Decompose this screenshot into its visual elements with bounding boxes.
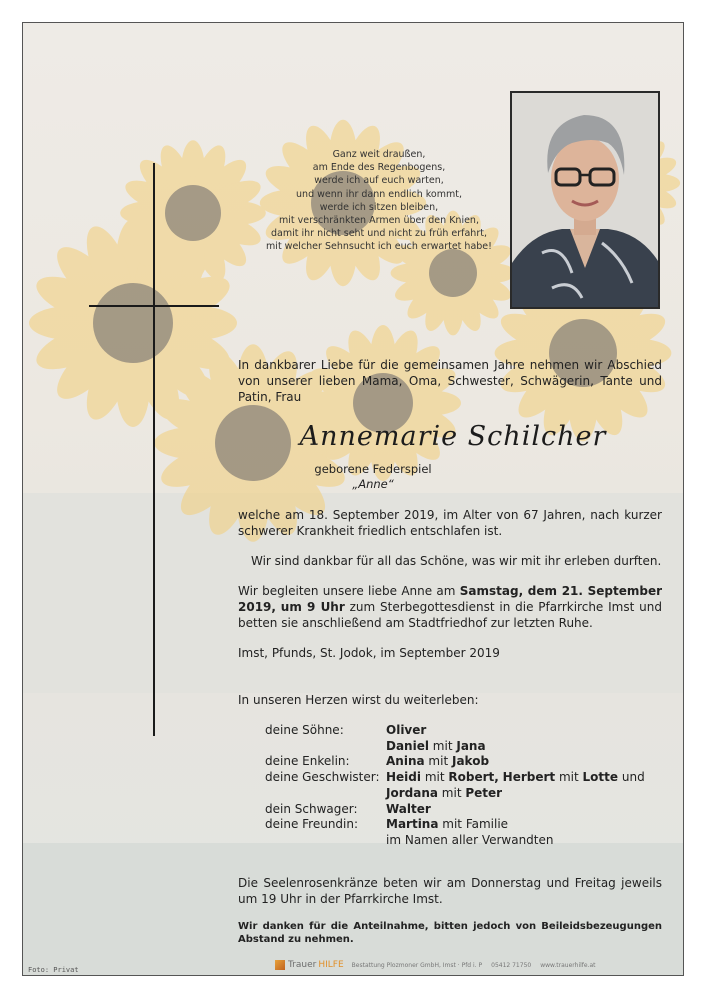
cross-horizontal-bar xyxy=(89,305,219,307)
photo-credit: Foto: Privat xyxy=(28,966,79,974)
mourner: Martina xyxy=(386,817,439,831)
conjunction: und xyxy=(621,770,645,784)
closing-note: Wir danken für die Anteilnahme, bitten jedoch von Beileidsbezeugungen Abstand zu nehmen. xyxy=(238,921,662,945)
phone-number: 05412 71750 xyxy=(491,961,532,969)
death-notice-text: welche am 18. September 2019, im Alter von 67 Jahren, nach kurzer schwerer Krankheit friedlich entschlafen ist. xyxy=(238,508,662,538)
mourners-heading: In unseren Herzen wirst du weiterleben: xyxy=(238,693,479,707)
relation-label: deine Enkelin: xyxy=(265,754,350,768)
poem xyxy=(249,148,509,254)
rosary-text: Die Seelenrosenkränze beten wir am Donnerstag und Freitag jeweils um 19 Uhr in der Pfarrkirche Imst. xyxy=(238,876,662,906)
funeral-post: zum Sterbegottesdienst in die Pfarrkirche Imst und betten sie anschließend am Stadtfriedhof zur letzten Ruhe. xyxy=(238,600,662,630)
mourner: Jakob xyxy=(451,754,490,768)
poem-line: damit ihr nicht seht und nicht zu früh erfahrt, xyxy=(271,228,487,240)
mourner: Robert, xyxy=(448,770,499,784)
mourner: Walter xyxy=(386,802,431,816)
funeral-text xyxy=(238,583,662,631)
mourner: Lotte xyxy=(582,770,619,784)
trauerhilfe-logo-icon xyxy=(275,960,285,970)
poem-line: mit welcher Sehnsucht ich euch erwartet habe! xyxy=(266,241,492,253)
conjunction: mit xyxy=(558,770,579,784)
conjunction: mit xyxy=(432,739,453,753)
mourner: Jana xyxy=(456,739,486,753)
intro-text: In dankbarer Liebe für die gemeinsamen Jahre nehmen wir Abschied von unserer lieben Mama, Oma, Schwester, Schwägerin, Tante und Patin, Frau xyxy=(238,358,662,404)
place-and-date: Imst, Pfunds, St. Jodok, im September 2019 xyxy=(238,646,500,660)
website-link[interactable]: www.trauerhilfe.at xyxy=(540,961,596,969)
conjunction: mit xyxy=(441,786,462,800)
mourner: Daniel xyxy=(386,739,429,753)
conjunction: mit xyxy=(424,770,445,784)
funeral-pre: Wir begleiten unsere liebe Anne am xyxy=(238,584,460,598)
footer xyxy=(275,959,605,971)
portrait-photo xyxy=(510,91,660,309)
mourner-names xyxy=(386,802,431,816)
gratitude-text: Wir sind dankbar für all das Schöne, was wir mit ihr erleben durften. xyxy=(251,554,662,568)
obituary-card xyxy=(22,22,684,976)
mourner: Heidi xyxy=(386,770,421,784)
maiden-name: geborene Federspiel xyxy=(314,462,432,476)
mourner-names xyxy=(386,770,645,784)
mourner-names xyxy=(386,723,426,737)
sunflower-shape xyxy=(120,140,266,286)
brand-name-accent: HILFE xyxy=(318,960,344,970)
other-mourners: im Namen aller Verwandten xyxy=(386,833,554,847)
funeral-date: Samstag, dem 21. September 2019, xyxy=(238,584,662,614)
poem-line: am Ende des Regenbogens, xyxy=(312,162,446,174)
conjunction: mit xyxy=(428,754,449,768)
cross-vertical-bar xyxy=(153,163,155,736)
portrait-image xyxy=(512,93,658,307)
mourner: Anina xyxy=(386,754,425,768)
poem-line: mit verschränkten Armen über den Knien, xyxy=(279,215,479,227)
poem-line: werde ich sitzen bleiben, xyxy=(319,201,439,213)
poem-line: werde ich auf euch warten, xyxy=(314,175,444,187)
mourner: Jordana xyxy=(386,786,438,800)
mourner: Oliver xyxy=(386,723,427,737)
company-info: Bestattung Plozmoner GmbH, Imst · Pfd i. P xyxy=(351,961,483,969)
poem-line: Ganz weit draußen, xyxy=(332,149,426,160)
relation-label: dein Schwager: xyxy=(265,802,358,816)
relation-label: deine Söhne: xyxy=(265,723,344,737)
brand-name: Trauer xyxy=(288,960,317,970)
mourner: Peter xyxy=(465,786,503,800)
mourner-names xyxy=(386,754,489,768)
nickname: „Anne“ xyxy=(352,477,394,491)
mourner-names xyxy=(386,786,502,800)
mourner: Herbert xyxy=(502,770,556,784)
mourner-names xyxy=(386,739,486,753)
funeral-time: um 9 Uhr xyxy=(280,600,345,614)
poem-line: und wenn ihr dann endlich kommt, xyxy=(296,188,462,200)
mourner-names xyxy=(386,817,508,831)
relation-label: deine Geschwister: xyxy=(265,770,380,784)
mourner-suffix: mit Familie xyxy=(442,817,509,831)
deceased-name: Annemarie Schilcher xyxy=(299,421,607,452)
relation-label: deine Freundin: xyxy=(265,817,359,831)
